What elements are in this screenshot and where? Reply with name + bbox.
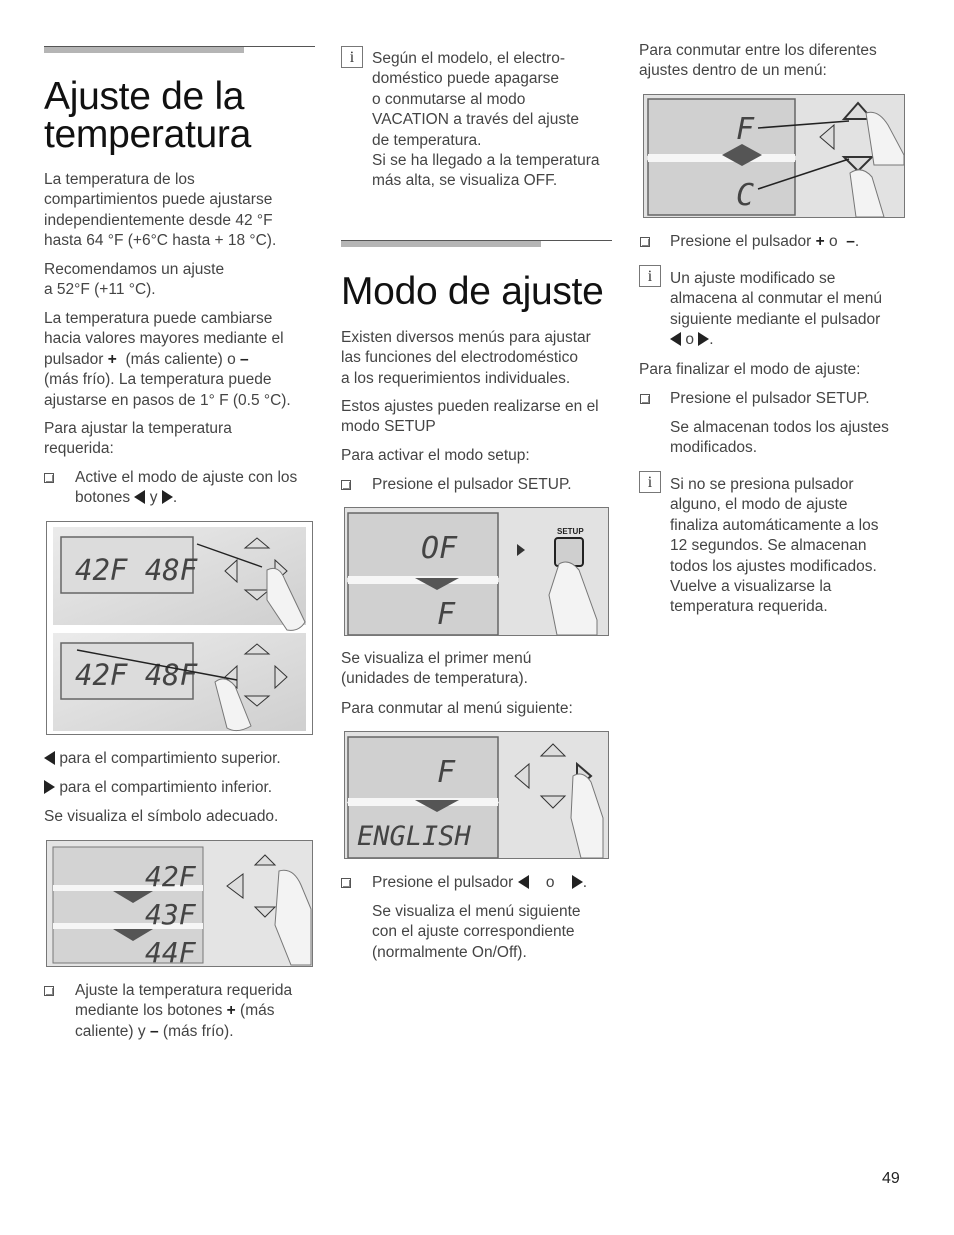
text-line: Para activar el modo setup: [341,447,530,464]
plus-symbol: + [815,233,825,250]
figure-adjust-temperature-graphic [47,841,312,966]
text-fragment: (más caliente) o [125,350,236,368]
plus-symbol: + [226,1002,236,1020]
text-line: o conmutarse al modo [372,90,526,108]
text-line: Para finalizar el modo de ajuste: [639,361,861,378]
text-line: Un ajuste modificado se [670,270,836,287]
info-icon: i [639,471,661,493]
checkbox-bullet-icon [640,394,650,404]
text-line: botones y . [75,489,178,507]
text-line: Ajuste la temperatura requerida [75,982,293,999]
figure-setup-button-graphic [345,508,608,635]
text-line: temperatura requerida. [670,598,828,616]
text-line: doméstico puede apagarse [372,70,559,88]
text-line: las funciones del electrodoméstico [341,349,578,367]
text-line: (más frío). La temperatura puede [44,371,272,389]
text-line: hacia valores mayores mediante el [44,330,284,348]
checkbox-bullet-icon [341,480,351,490]
text-fragment: caliente) y [75,1022,146,1040]
text-line: compartimientos puede ajustarse [44,191,273,209]
text-line [75,1001,292,1021]
text-line: más alta, se visualiza OFF. [372,172,558,190]
paragraph-change [44,309,291,411]
right-arrow-icon [162,490,173,504]
paragraph-finish [639,360,860,380]
text-line: Estos ajustes pueden realizarse en el [341,398,599,415]
text-line: (normalmente On/Off). [372,943,527,961]
minus-symbol: – [240,350,249,368]
left-arrow-icon [44,751,55,765]
text-fragment: para el compartimiento inferior. [59,779,273,796]
display-temperatures-bottom: 42F 48F [75,658,198,692]
right-arrow-icon [44,780,55,794]
text-line: La temperatura puede cambiarse [44,310,273,327]
text-fragment: (más frío). [162,1022,234,1040]
step-press-arrows: Presione el pulsador o . [372,874,588,891]
right-arrow-icon [698,332,709,346]
display-next-top: F [437,755,456,790]
info-icon: i [341,46,363,68]
text-line: independientemente desde 42 °F [44,211,273,229]
page-number: 49 [882,1170,900,1187]
text-fragment: y [149,489,158,507]
info-vacation [372,49,599,192]
text-fragment: Presione el pulsador [372,874,514,891]
paragraph-range [44,170,276,252]
text-fragment: (más [240,1002,275,1020]
info-timeout [670,475,879,618]
section-title-setup-mode: Modo de ajuste [341,270,604,313]
text-line: ajustarse en pasos de 1° F (0.5 °C). [44,391,291,409]
paragraph-all-stored [670,418,889,459]
text-line: con el ajuste correspondiente [372,923,575,941]
figure-next-menu [344,731,609,859]
text-line: ajustes dentro de un menú: [639,62,827,80]
display-temperature-2: 43F [145,898,196,931]
text-line: Según el modelo, el electro- [372,50,566,67]
text-line: requerida: [44,440,114,458]
paragraph-menus [341,328,591,389]
step-press-setup [372,475,572,495]
text-line: Vuelve a visualizarse la [670,578,832,596]
checkbox-bullet-icon [44,986,54,996]
text-line: modificados. [670,439,758,457]
right-arrow-icon [572,875,583,889]
figure-select-compartment-graphic [47,522,312,734]
left-arrow-note [44,749,281,769]
text-line: hasta 64 °F (+6°C hasta + 18 °C). [44,232,277,250]
text-line [75,1022,292,1042]
section-rule-bar [341,241,541,247]
text-line: siguiente mediante el pulsador [670,310,881,328]
text-line: Se visualiza el menú siguiente [372,903,581,920]
checkbox-bullet-icon [341,878,351,888]
text-line: alguno, el modo de ajuste [670,496,848,514]
text-line: 12 segundos. Se almacenan [670,537,867,555]
setup-button-label: SETUP [557,527,584,536]
figure-switch-units [643,94,905,218]
text-line: Si se ha llegado a la temperatura [372,152,600,170]
text-line: Se almacenan todos los ajustes [670,419,889,436]
left-arrow-icon [134,490,145,504]
text-fragment: Presione el pulsador [670,233,812,250]
text-line: Active el modo de ajuste con los [75,469,298,486]
text-line: modo SETUP [341,418,436,436]
step-adjust-temperature [75,981,292,1042]
text-line: (unidades de temperatura). [341,670,528,688]
plus-symbol: + [107,350,117,368]
display-next-bottom: ENGLISH [357,821,471,852]
text-line: a los requerimientos individuales. [341,369,571,387]
text-fragment: o [829,233,838,250]
paragraph-first-menu [341,649,531,690]
text-line: Presione el pulsador SETUP. [372,476,572,493]
display-unit-top: F [736,112,755,147]
paragraph-next-menu [341,699,573,719]
left-arrow-icon [518,875,529,889]
text-line: finaliza automáticamente a los [670,516,879,534]
minus-symbol: – [149,1022,159,1040]
symbol-note [44,807,278,827]
right-arrow-note [44,778,272,798]
text-line [44,350,291,370]
figure-setup-button [344,507,609,636]
left-arrow-icon [670,332,681,346]
text-line: de temperatura. [372,131,482,149]
text-line: Existen diversos menús para ajustar [341,329,591,346]
text-fragment: botones [75,489,131,507]
text-fragment: o [545,874,555,891]
display-temperature-1: 42F [145,860,196,893]
display-temperatures-top: 42F 48F [75,553,198,587]
paragraph-activate-setup [341,446,530,466]
step-activate [75,468,297,509]
text-line: Para conmutar al menú siguiente: [341,700,573,717]
minus-symbol: – [846,233,855,250]
text-fragment: o [685,331,694,349]
display-temperature-3: 44F [145,936,196,966]
checkbox-bullet-icon [640,237,650,247]
title-line-2: temperatura [44,113,251,156]
paragraph-to-adjust [44,419,232,460]
checkbox-bullet-icon [44,473,54,483]
step-press-plus-minus: Presione el pulsador + o –. [670,233,860,250]
text-line: Si no se presiona pulsador [670,476,854,493]
display-setup-bottom: F [437,597,456,632]
text-line: todos los ajustes modificados. [670,557,877,575]
text-line: Presione el pulsador SETUP. [670,390,870,407]
section-rule-bar [44,47,244,53]
figure-next-menu-graphic [345,732,608,858]
display-unit-bottom: C [736,178,755,213]
text-line: Se visualiza el primer menú [341,650,532,667]
paragraph-switch-settings [639,41,877,82]
section-title-temperature [44,75,251,156]
figure-select-compartment [46,521,313,735]
text-line: Para conmutar entre los diferentes [639,42,877,59]
info-icon: i [639,265,661,287]
info-stored: Un ajuste modificado se almacena al conmutar el menú siguiente mediante el pulsador o . [670,270,882,349]
text-fragment: mediante los botones [75,1002,223,1020]
paragraph-recommendation [44,260,224,301]
text-line: Se visualiza el símbolo adecuado. [44,808,279,825]
figure-switch-units-graphic [644,95,904,217]
figure-adjust-temperature [46,840,313,967]
paragraph-next-menu-shown [372,902,581,963]
text-line: almacena al conmutar el menú [670,290,882,308]
text-line: La temperatura de los [44,171,195,188]
display-setup-top: OF [421,531,458,566]
title-line-1: Ajuste de la [44,75,245,118]
paragraph-setup [341,397,599,438]
step-press-setup-finish [670,389,870,409]
text-fragment: para el compartimiento superior. [59,750,281,767]
text-fragment: pulsador [44,350,104,368]
text-line: VACATION a través del ajuste [372,111,580,129]
text-line: Para ajustar la temperatura [44,420,232,437]
text-line: a 52°F (+11 °C). [44,281,156,299]
text-line: Recomendamos un ajuste [44,261,225,278]
